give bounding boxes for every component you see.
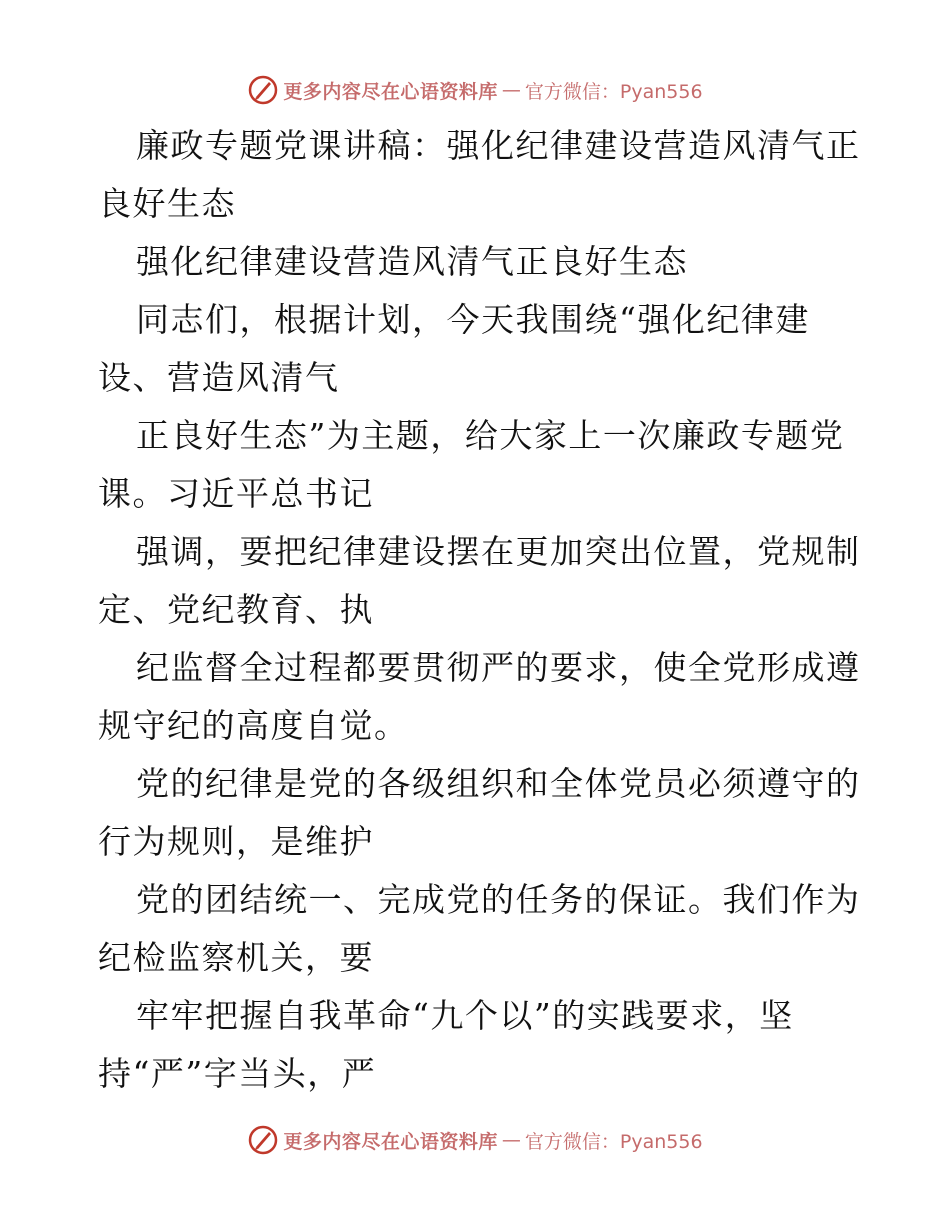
text-line: 强调，要把纪律建设摆在更加突出位置，党规制 (136, 532, 861, 571)
text-line: 设、营造风清气 (98, 358, 340, 397)
text-line: 强化纪律建设营造风清气正良好生态 (136, 242, 688, 281)
watermark-brand: 更多内容尽在心语资料库 (283, 80, 498, 103)
text-line: 持“严”字当头，严 (98, 1054, 377, 1093)
watermark-dash: — (501, 1129, 521, 1151)
text-line: 课。习近平总书记 (98, 474, 374, 513)
quill-logo-icon (247, 1124, 279, 1156)
text-line: 同志们，根据计划，今天我围绕“强化纪律建 (136, 300, 810, 339)
watermark-brand: 更多内容尽在心语资料库 (283, 1130, 498, 1153)
footer-watermark (0, 1120, 950, 1160)
text-line: 纪监督全过程都要贯彻严的要求，使全党形成遵 (136, 648, 861, 687)
header-watermark (0, 70, 950, 110)
watermark-dash: — (501, 79, 521, 101)
text-line: 正良好生态”为主题，给大家上一次廉政专题党 (136, 416, 845, 455)
document-body (98, 117, 861, 1103)
text-line: 良好生态 (98, 184, 236, 223)
quill-logo-icon (247, 74, 279, 106)
text-line: 定、党纪教育、执 (98, 590, 374, 629)
text-line: 牢牢把握自我革命“九个以”的实践要求，坚 (136, 996, 794, 1035)
text-line: 行为规则，是维护 (98, 822, 374, 861)
watermark-contact: 官方微信：Pyan556 (524, 80, 703, 103)
text-line: 党的团结统一、完成党的任务的保证。我们作为 (136, 880, 861, 919)
text-line: 党的纪律是党的各级组织和全体党员必须遵守的 (136, 764, 861, 803)
text-line: 廉政专题党课讲稿：强化纪律建设营造风清气正 (136, 126, 861, 165)
text-line: 纪检监察机关，要 (98, 938, 374, 977)
text-line: 规守纪的高度自觉。 (98, 706, 409, 745)
watermark-contact: 官方微信：Pyan556 (524, 1130, 703, 1153)
